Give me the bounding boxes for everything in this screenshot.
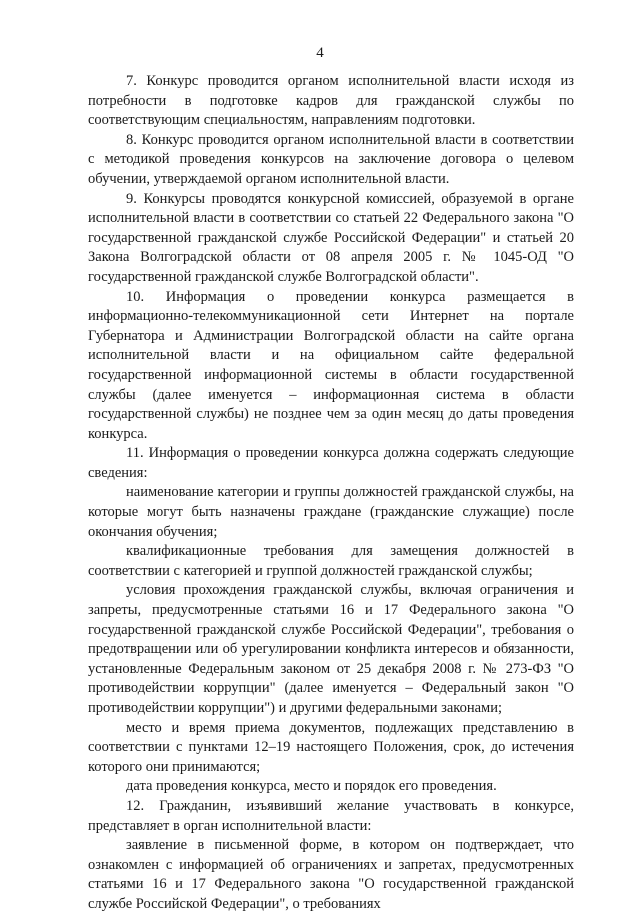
paragraph-item-8: 8. Конкурс проводится органом исполнительной власти в соответствии с методикой проведения конкурсов на заключение договора о целевом обучении, утверждаемой органом исполнительной власти. [88,131,574,187]
paragraph-item-9: 9. Конкурсы проводятся конкурсной комиссией, образуемой в органе исполнительной власти в соответствии со статьей 22 Федерального закона "О государственной гражданской службе Российской Федерации" и статьей 20 Закона Волгоградской области от 08 апреля 2005 г. № 1045-ОД "О государственной гражданской службе Волгоградской области". [88,190,574,285]
list-entry-qualification: квалификационные требования для замещения должностей в соответствии с категорией и группой должностей гражданской службы; [88,543,574,579]
paragraph-item-12: 12. Гражданин, изъявивший желание участвовать в конкурсе, представляет в орган исполнительной власти: [88,797,574,834]
paragraph-item-10: 10. Информация о проведении конкурса размещается в информационно-телекоммуникационной сети Интернет на портале Губернатора и Администрации Волгоградской области на сайте органа исполнительной власти и на официальном сайте федеральной государственной информационной системы в области государственной службы (далее именуется – информационная система в области государственной службы) не позднее чем за один месяц до даты проведения конкурса. [88,288,574,442]
document-body [88,72,574,915]
paragraph-item-7: 7. Конкурс проводится органом исполнительной власти исходя из потребности в подготовке кадров для гражданской службы по соответствующим специальностям, направлениям подготовки. [88,73,574,129]
list-entry-contest-date: дата проведения конкурса, место и порядок его проведения. [126,778,497,795]
page-number: 4 [316,45,324,61]
list-entry-category: наименование категории и группы должностей гражданской службы, на которые могут быть назначены граждане (гражданские служащие) после окончания обучения; [88,484,574,540]
list-entry-application: заявление в письменной форме, в котором он подтверждает, что ознакомлен с информацией об ограничениях и запретах, предусмотренных статьями 16 и 17 Федерального закона "О государственной гражданской службе Российской Федерации", о требованиях [88,837,574,912]
list-entry-service-conditions: условия прохождения гражданской службы, включая ограничения и запреты, предусмотренные статьями 16 и 17 Федерального закона "О государственной гражданской службе Российской Федерации", требования о предотвращении или об урегулировании конфликта интересов и обязанности, установленные Федеральным законом от 25 декабря 2008 г. № 273-ФЗ "О противодействии коррупции" (далее именуется – Федеральный закон "О противодействии коррупции") и другими федеральными законами; [88,582,574,716]
paragraph-item-11: 11. Информация о проведении конкурса должна содержать следующие сведения: [88,445,574,481]
list-entry-document-acceptance: место и время приема документов, подлежащих представлению в соответствии с пунктами 12–19 настоящего Положения, срок, до истечения которого они принимаются; [88,719,574,775]
